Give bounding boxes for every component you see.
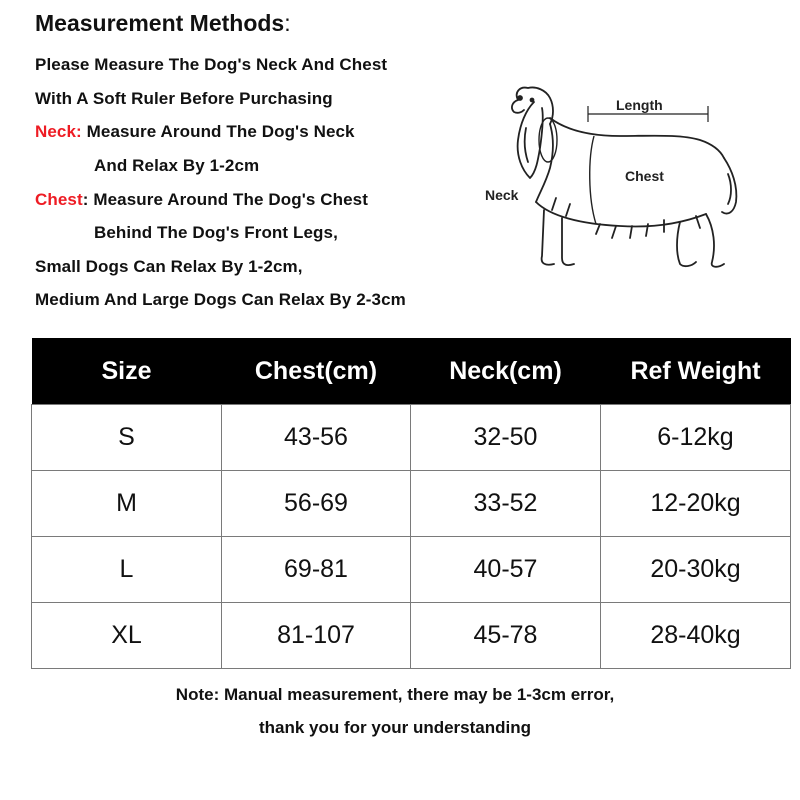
page-title <box>35 10 291 37</box>
small-dogs-instruction: Small Dogs Can Relax By 1-2cm, <box>35 257 303 276</box>
length-label: Length <box>616 97 663 113</box>
instruction-line-2: With A Soft Ruler Before Purchasing <box>35 89 333 108</box>
neck-instruction-2: And Relax By 1-2cm <box>94 156 260 175</box>
large-dogs-instruction: Medium And Large Dogs Can Relax By 2-3cm <box>35 290 406 309</box>
header-neck: Neck(cm) <box>411 338 601 405</box>
chest-instruction <box>35 190 368 210</box>
table-header-row <box>32 338 791 405</box>
cell-chest: 81-107 <box>222 603 411 669</box>
title-text: Measurement Methods <box>35 10 285 36</box>
cell-neck: 33-52 <box>411 471 601 537</box>
cell-weight: 12-20kg <box>601 471 791 537</box>
chest-text: : Measure Around The Dog's Chest <box>82 190 368 209</box>
table-row <box>32 603 791 669</box>
neck-label: Neck: <box>35 122 82 141</box>
cell-chest: 69-81 <box>222 537 411 603</box>
cell-weight: 6-12kg <box>601 405 791 471</box>
neck-instruction <box>35 122 355 142</box>
cell-neck: 45-78 <box>411 603 601 669</box>
neck-diagram-label: Neck <box>485 187 519 203</box>
cell-weight: 28-40kg <box>601 603 791 669</box>
chest-label: Chest <box>35 190 83 209</box>
cell-size: M <box>32 471 222 537</box>
table-row <box>32 405 791 471</box>
cell-neck: 32-50 <box>411 405 601 471</box>
cell-size: S <box>32 405 222 471</box>
cell-chest: 43-56 <box>222 405 411 471</box>
title-colon: : <box>284 10 291 36</box>
table-row <box>32 537 791 603</box>
size-table <box>31 338 791 669</box>
cell-size: L <box>32 537 222 603</box>
header-weight: Ref Weight <box>601 338 791 405</box>
chest-loop <box>590 136 596 224</box>
dog-measurement-diagram <box>470 78 770 288</box>
neck-text: Measure Around The Dog's Neck <box>81 122 355 141</box>
instruction-line-1: Please Measure The Dog's Neck And Chest <box>35 55 388 74</box>
note-line-1: Note: Manual measurement, there may be 1-3cm error, <box>175 685 615 704</box>
chest-diagram-label: Chest <box>625 168 664 184</box>
cell-size: XL <box>32 603 222 669</box>
header-chest: Chest(cm) <box>222 338 411 405</box>
header-size: Size <box>32 338 222 405</box>
cell-weight: 20-30kg <box>601 537 791 603</box>
note-line-2: thank you for your understanding <box>258 718 531 737</box>
cell-neck: 40-57 <box>411 537 601 603</box>
cell-chest: 56-69 <box>222 471 411 537</box>
chest-instruction-2: Behind The Dog's Front Legs, <box>94 223 338 242</box>
table-row <box>32 471 791 537</box>
